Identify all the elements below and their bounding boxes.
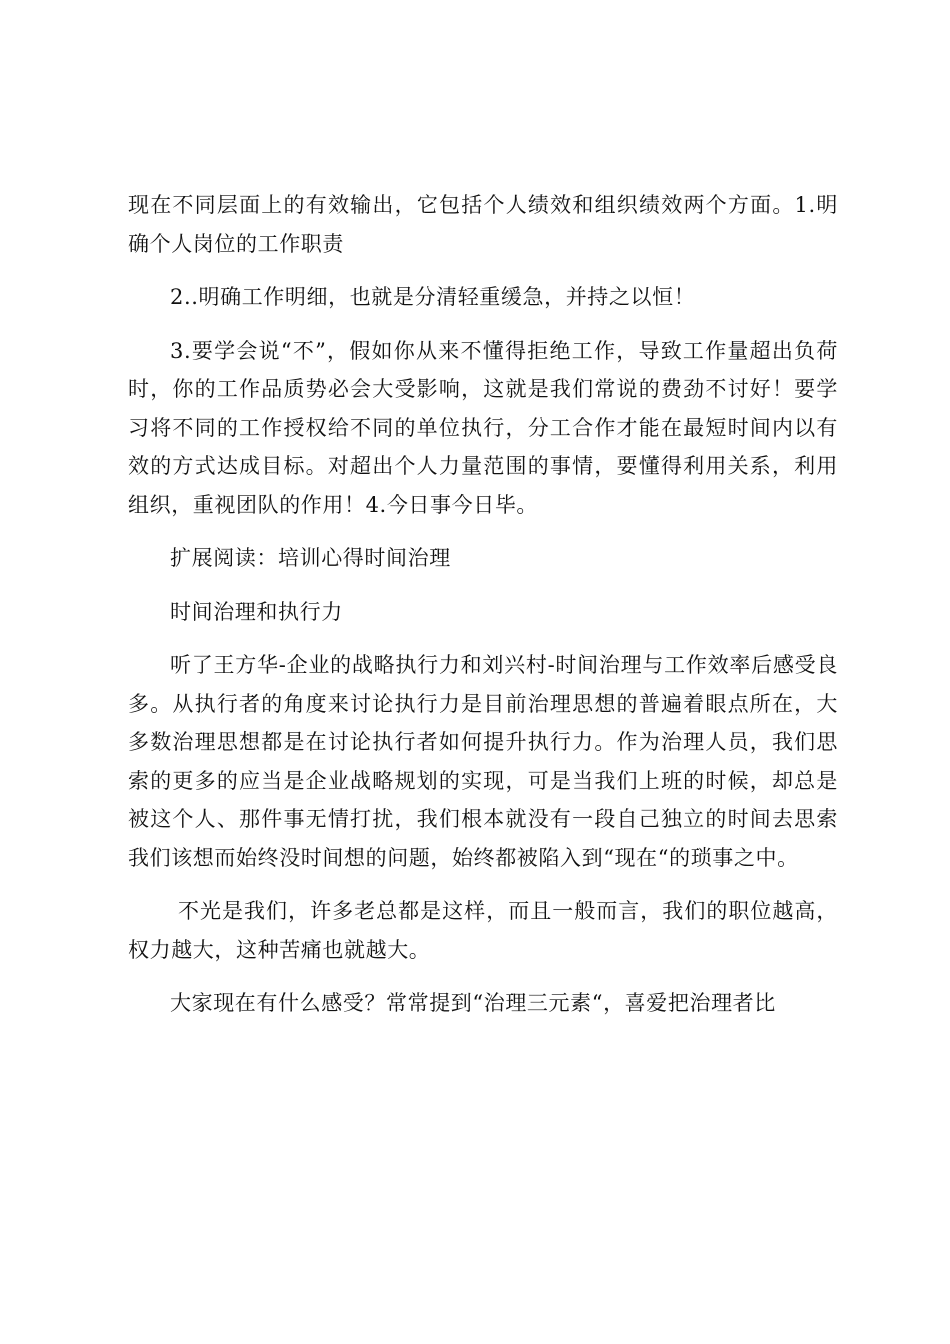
document-body xyxy=(128,186,838,1038)
paragraph-4: 扩展阅读：培训心得时间治理 xyxy=(170,546,451,570)
paragraph-7: 不光是我们，许多老总都是这样，而且一般而言，我们的职位越高，权力越大，这种苦痛也就越大。 xyxy=(128,899,838,962)
paragraph-2: 2..明确工作明细，也就是分清轻重缓急，并持之以恒！ xyxy=(170,285,696,309)
paragraph-5: 时间治理和执行力 xyxy=(170,599,343,624)
paragraph-1: 现在不同层面上的有效输出，它包括个人绩效和组织绩效两个方面。1.明确个人岗位的工作职责 xyxy=(128,193,838,256)
paragraph-6: 听了王方华-企业的战略执行力和刘兴村-时间治理与工作效率后感受良多。从执行者的角度来讨论执行力是目前治理思想的普遍着眼点所在，大多数治理思想都是在讨论执行者如何提升执行力。作为治理人员，我们思索的更多的应当是企业战略规划的实现，可是当我们上班的时候，却总是被这个人、那件事无情打扰，我们根本就没有一段自己独立的时间去思索我们该想而始终没时间想的问题，始终都被陷入到“现在“的琐事之中。 xyxy=(128,653,838,870)
paragraph-8: 大家现在有什么感受？常常提到“治理三元素“，喜爱把治理者比 xyxy=(170,991,776,1015)
paragraph-3: 3.要学会说“不”，假如你从来不懂得拒绝工作，导致工作量超出负荷时，你的工作品质势必会大受影响，这就是我们常说的费劲不讨好！要学习将不同的工作授权给不同的单位执行，分工合作才能在最短时间内以有效的方式达成目标。对超出个人力量范围的事情，要懂得利用关系，利用组织，重视团队的作用！4.今日事今日毕。 xyxy=(128,338,838,517)
